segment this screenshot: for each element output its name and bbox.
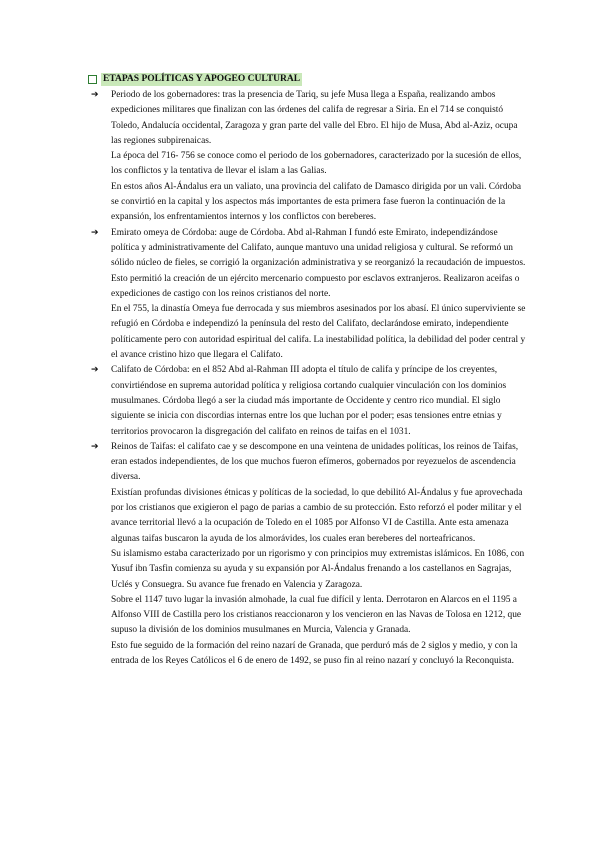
list-item-califato: [88, 363, 528, 439]
paragraph: Existían profundas divisiones étnicas y políticas de la sociedad, lo que debilitó Al-Ándalus y fue aprovechada por los cristianos que exigieron el pago de parias a cambio de su protección. Esto reforzó el poder militar y el avance territorial llevó a la ocupación de Toledo en el 1085 por Alfonso VI de Castilla. Ante esta amenaza algunas taifas buscaron la ayuda de los almorávides, los cuales eran bereberes del norteafricanos.: [111, 487, 523, 544]
paragraph: Califato de Córdoba: en el 852 Abd al-Rahman III adopta el título de califa y príncipe de los creyentes, convirtiéndose en suprema autoridad política y religiosa cortando cualquier vinculación con los dominios musulmanes. Córdoba llegó a ser la ciudad más importante de Occidente y centro rico mundial. El siglo siguiente se inicia con discordias internas entre los que luchan por el poder; esas tensiones entre etnias y territorios provocaron la disgregación del califato en reinos de taifas en el 1031.: [111, 365, 507, 437]
arrow-bullet-icon: ➔: [91, 365, 99, 376]
section-heading: ETAPAS POLÍTICAS Y APOGEO CULTURAL: [103, 73, 301, 84]
list-item-gobernadores: [88, 88, 528, 226]
paragraph: En el 755, la dinastía Omeya fue derrocada y sus miembros asesinados por los abasí. El único superviviente se refugió en Córdoba e independizó la península del resto del Califato, declarándose emirato, independiente políticamente pero con autoridad espiritual del califa. La inestabilidad política, la debilidad del poder central y el avance cristino hizo que llegara el Califato.: [111, 304, 526, 361]
arrow-bullet-icon: ➔: [91, 90, 99, 100]
arrow-bullet-icon: ➔: [91, 227, 99, 238]
paragraph: En estos años Al-Ándalus era un valiato, una provincia del califato de Damasco dirigida por un vali. Córdoba se convirtió en la capital y los aspectos más importantes de esta primera fase fueron la continuación de la expansión, los enfrentamientos internos y los conflictos con bereberes.: [111, 181, 522, 223]
paragraph: Emirato omeya de Córdoba: auge de Córdoba. Abd al-Rahman I fundó este Emirato, independizándose política y administrativamente del Califato, aunque mantuvo una unidad religiosa y cultural. Se reformó un sólido núcleo de fieles, se corrigió la organización administrativa y se reorganizó la recaudación de impuestos. Esto permitió la creación de un ejército mercenario compuesto por esclavos extranjeros. Realizaron aceifas o expediciones de castigo con los reinos cristianos del norte.: [111, 227, 526, 299]
paragraph: Reinos de Taifas: el califato cae y se descompone en una veintena de unidades políticas, los reinos de Taifas, eran estados independientes, de los que muchos fueron efímeros, gobernados por reyezuelos de ascendencia diversa.: [111, 441, 519, 483]
paragraph: Periodo de los gobernadores: tras la presencia de Tariq, su jefe Musa llega a España, realizando ambos expediciones militares que finalizan con las órdenes del califa de regresar a Siria. En el 714 se conquistó Toledo, Andalucía occidental, Zaragoza y gran parte del valle del Ebro. El hijo de Musa, Abd al-Aziz, ocupa las regiones subpirenaicas.: [111, 90, 518, 146]
list-item-emirato: [88, 226, 528, 364]
paragraph: Sobre el 1147 tuvo lugar la invasión almohade, la cual fue difícil y lenta. Derrotaron en Alarcos en el 1195 a Alfonso VIII de Castilla pero los cristianos reaccionaron y los vencieron en las Navas de Tolosa en 1212, que supuso la división de los dominios musulmanes en Murcia, Valencia y Granada.: [111, 594, 522, 636]
paragraph: La época del 716- 756 se conoce como el periodo de los gobernadores, caracterizado por la sucesión de ellos, los conflictos y la tentativa de llevar el islam a las Galias.: [111, 151, 522, 177]
checkbox-icon: [88, 75, 97, 84]
paragraph: Esto fue seguido de la formación del reino nazarí de Granada, que perduró más de 2 siglos y medio, y con la entrada de los Reyes Católicos el 6 de enero de 1492, se puso fin al reino nazarí y concluyó la Reconquista.: [111, 640, 518, 666]
paragraph: Su islamismo estaba caracterizado por un rigorismo y con principios muy extremistas islámicos. En 1086, con Yusuf ibn Tasfin comienza su ayuda y su expansión por Al-Ándalus frenando a los castellanos en Sagrajas, Uclés y Consuegra. Su avance fue frenado en Valencia y Zaragoza.: [111, 548, 525, 590]
arrow-bullet-icon: ➔: [91, 441, 99, 452]
heading-row: [88, 72, 528, 86]
document-page: [88, 72, 528, 669]
list-item-taifas: [88, 440, 528, 669]
